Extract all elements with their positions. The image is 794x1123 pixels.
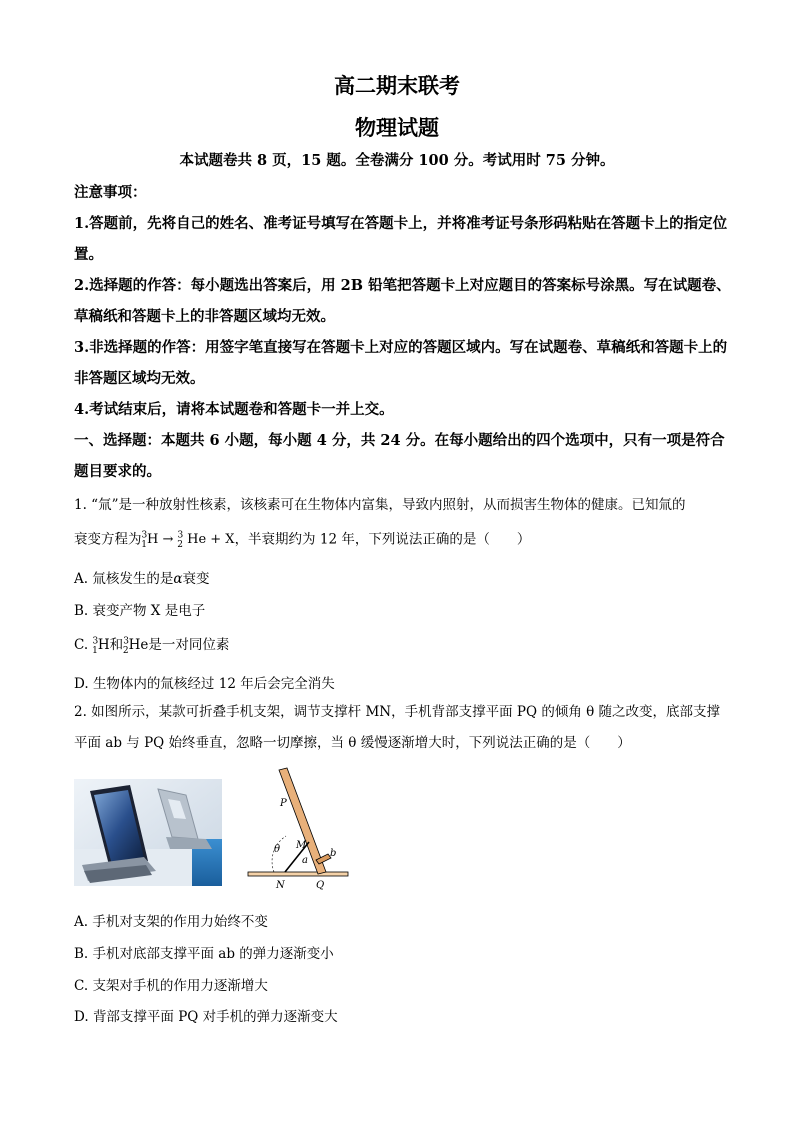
phone-stand-photo: [74, 779, 222, 886]
exam-subject: 物理试题: [355, 115, 439, 140]
notice-item: 1.答题前，先将自己的姓名、准考证号填写在答题卡上，并将准考证号条形码粘贴在答题卡上的指定位置。: [74, 215, 728, 263]
notice-heading: 注意事项：: [74, 184, 147, 201]
option-2a: A. 手机对支架的作用力始终不变: [74, 914, 268, 930]
label-b: b: [330, 848, 337, 859]
question-1: [74, 490, 734, 561]
option-1d: D. 生物体内的氚核经过 12 年后会完全消失: [74, 676, 335, 692]
decay-equation: $^3_1$H → $^3_2$ He + X: [141, 531, 235, 550]
label-a: a: [302, 855, 308, 866]
notice-block: [74, 177, 734, 487]
question-2-line1: 2. 如图所示，某款可折叠手机支架，调节支撑杆 MN，手机背部支撑平面 PQ 的倾角 θ 随之改变，底部支撑: [74, 704, 721, 720]
option-1c: C. $^3_1$H和$^3_2$He是一对同位素: [74, 636, 230, 656]
exam-title: 高二期末联考: [334, 73, 460, 98]
option-2d: D. 背部支撑平面 PQ 对手机的弹力逐渐变大: [74, 1009, 338, 1025]
question-2-line2: 平面 ab 与 PQ 始终垂直，忽略一切摩擦，当 θ 缓慢逐渐增大时，下列说法正确的是（ ）: [74, 735, 631, 751]
section-heading: 一、选择题：本题共 6 小题，每小题 4 分，共 24 分。在每小题给出的四个选项中，只有一项是符合题目要求的。: [74, 432, 725, 480]
option-2c: C. 支架对手机的作用力逐渐增大: [74, 978, 268, 994]
notice-item: 4.考试结束后，请将本试题卷和答题卡一并上交。: [74, 401, 394, 418]
label-n: N: [276, 880, 285, 891]
notice-item: 3.非选择题的作答：用签字笔直接写在答题卡上对应的答题区域内。写在试题卷、草稿纸和答题卡上的非答题区域均无效。: [74, 339, 728, 387]
option-1a: A. 氚核发生的是α衰变: [74, 571, 210, 587]
label-m: M: [296, 840, 307, 851]
label-p: P: [280, 798, 287, 809]
question-1-line2: 衰变方程为$^3_1$H → $^3_2$ He + X，半衰期约为 12 年，下列说法正确的是（ ）: [74, 531, 531, 550]
question-2: [74, 697, 734, 759]
option-2b: B. 手机对底部支撑平面 ab 的弹力逐渐变小: [74, 946, 334, 962]
question-1-line1: 1. “氚”是一种放射性核素，该核素可在生物体内富集，导致内照射，从而损害生物体的健康。已知氚的: [74, 497, 686, 513]
option-1b: B. 衰变产物 X 是电子: [74, 603, 206, 619]
label-q: Q: [316, 880, 325, 891]
exam-info: 本试题卷共 8 页，15 题。全卷满分 100 分。考试用时 75 分钟。: [179, 152, 615, 169]
stand-diagram: [246, 766, 352, 894]
notice-item: 2.选择题的作答：每小题选出答案后，用 2B 铅笔把答题卡上对应题目的答案标号涂黑。写在试题卷、草稿纸和答题卡上的非答题区域均无效。: [74, 277, 731, 325]
label-theta: θ: [274, 844, 281, 855]
